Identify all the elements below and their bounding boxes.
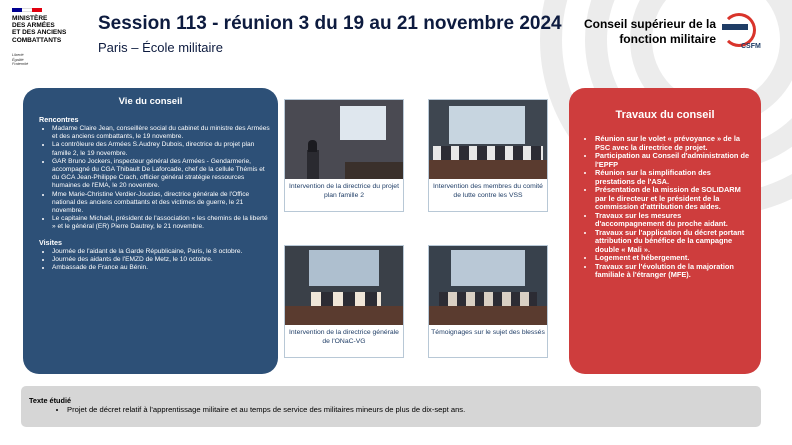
photo-caption: Intervention de la directrice générale de l'ONaC-VG [289, 329, 399, 345]
photo-caption: Témoignages sur le sujet des blessés [431, 329, 545, 336]
page-subtitle: Paris – École militaire [98, 40, 223, 55]
list-item: • Réunion sur la simplification des prestations de l'ASA. [595, 169, 751, 186]
list-item: • Travaux sur les mesures d'accompagnement du proche aidant. [595, 212, 751, 229]
list-item: • Travaux sur l'évolution de la majoration familiale à l'étranger (MFE). [595, 263, 751, 280]
table [345, 162, 403, 179]
visites-list [23, 248, 278, 273]
marianne-flag-logo [12, 8, 42, 12]
page-title: Session 113 - réunion 3 du 19 au 21 novembre 2024 [98, 13, 562, 34]
travaux-du-conseil-panel [569, 88, 761, 374]
list-item: • Madame Claire Jean, conseillère social du cabinet du ministre des Armées et des anciens combattants, le 19 novembre. [52, 125, 270, 141]
visites-heading: Visites [39, 237, 63, 247]
list-item: • Mme Marie-Christine Verdier-Jouclas, directrice générale de l'Office national des anciens combattants et des victimes de guerre, le 21 novembre. [52, 191, 270, 216]
csfm-logo-bar [722, 24, 748, 30]
list-item: • GAR Bruno Jockers, inspecteur général des Armées - Gendarmerie, accompagné du CGA Thibault De Laforcade, chef de la cellule Thémis et du GCA Jean-Philippe Crach, officier général stratégie ressources humaines de l'EMA, le 20 novembre. [52, 158, 270, 191]
photo-caption: Intervention des membres du comité de lutte contre les VSS [433, 183, 543, 199]
panel-members [439, 292, 537, 306]
texte-etudie-heading: Texte étudié [29, 396, 72, 405]
table [429, 306, 547, 325]
travaux-panel-title: Travaux du conseil [615, 109, 715, 121]
meeting-photo [429, 100, 547, 179]
flag-blue [12, 8, 22, 12]
rencontres-list [23, 125, 278, 232]
meeting-photo [285, 246, 403, 325]
list-item: • Travaux sur l'application du décret portant attribution du bénéfice de la campagne double « Mali ». [595, 229, 751, 255]
meeting-photo [285, 100, 403, 179]
projection-screen [309, 250, 379, 286]
projection-screen [451, 250, 525, 286]
ministry-logo-text: MINISTÈRE DES ARMÉES ET DES ANCIENS COMBATTANTS [12, 15, 67, 44]
list-item: • Journée de l'aidant de la Garde Républicaine, Paris, le 8 octobre. [52, 248, 270, 256]
list-item: • Projet de décret relatif à l'apprentissage militaire et au temps de service des militaires mineurs de plus de dix-sept ans. [67, 406, 753, 414]
csfm-logo-text: CSFM [741, 43, 761, 50]
texte-etudie-box [21, 386, 761, 427]
photo-card [428, 99, 548, 212]
csfm-logo-ring [722, 13, 756, 47]
list-item: • Journée des aidants de l'EMZD de Metz, le 10 octobre. [52, 256, 270, 264]
list-item: • La contrôleure des Armées S.Audrey Dubois, directrice du projet plan famille 2, le 19 novembre. [52, 141, 270, 157]
vie-du-conseil-panel [23, 88, 278, 374]
flag-red [32, 8, 42, 12]
ministry-motto: Liberté Égalité Fraternité [12, 53, 29, 66]
panel-members [433, 146, 543, 160]
flag-white [22, 8, 32, 12]
table [285, 306, 403, 325]
speaker [308, 140, 317, 152]
list-item: • Présentation de la mission de SOLIDARM par le directeur et le président de la commission d'attribution des aides. [595, 186, 751, 212]
list-item: • Ambassade de France au Bénin. [52, 264, 270, 272]
photo-card [428, 245, 548, 358]
photo-card [284, 245, 404, 358]
panel-members [311, 292, 381, 306]
list-item: • Réunion sur le volet « prévoyance » de la PSC avec la directrice de projet. [595, 135, 751, 152]
travaux-list [569, 135, 761, 280]
texte-list [21, 406, 761, 414]
table [429, 160, 547, 179]
org-title: Conseil supérieur de la fonction militaire [583, 17, 716, 46]
projection-screen [449, 106, 525, 144]
photo-card [284, 99, 404, 212]
list-item: • Le capitaine Michaël, président de l'association « les chemins de la liberté » et le général (ER) Pierre Dautrey, le 21 novembre. [52, 215, 270, 231]
photo-caption: Intervention de la directrice du projet plan famille 2 [289, 183, 399, 199]
list-item: • Participation au Conseil d'administration de l'EPFP [595, 152, 751, 169]
podium [307, 150, 319, 179]
vie-panel-title: Vie du conseil [118, 96, 183, 107]
list-item: • Logement et hébergement. [595, 254, 751, 263]
meeting-photo [429, 246, 547, 325]
rencontres-heading: Rencontres [39, 115, 79, 124]
projection-screen [340, 106, 386, 140]
